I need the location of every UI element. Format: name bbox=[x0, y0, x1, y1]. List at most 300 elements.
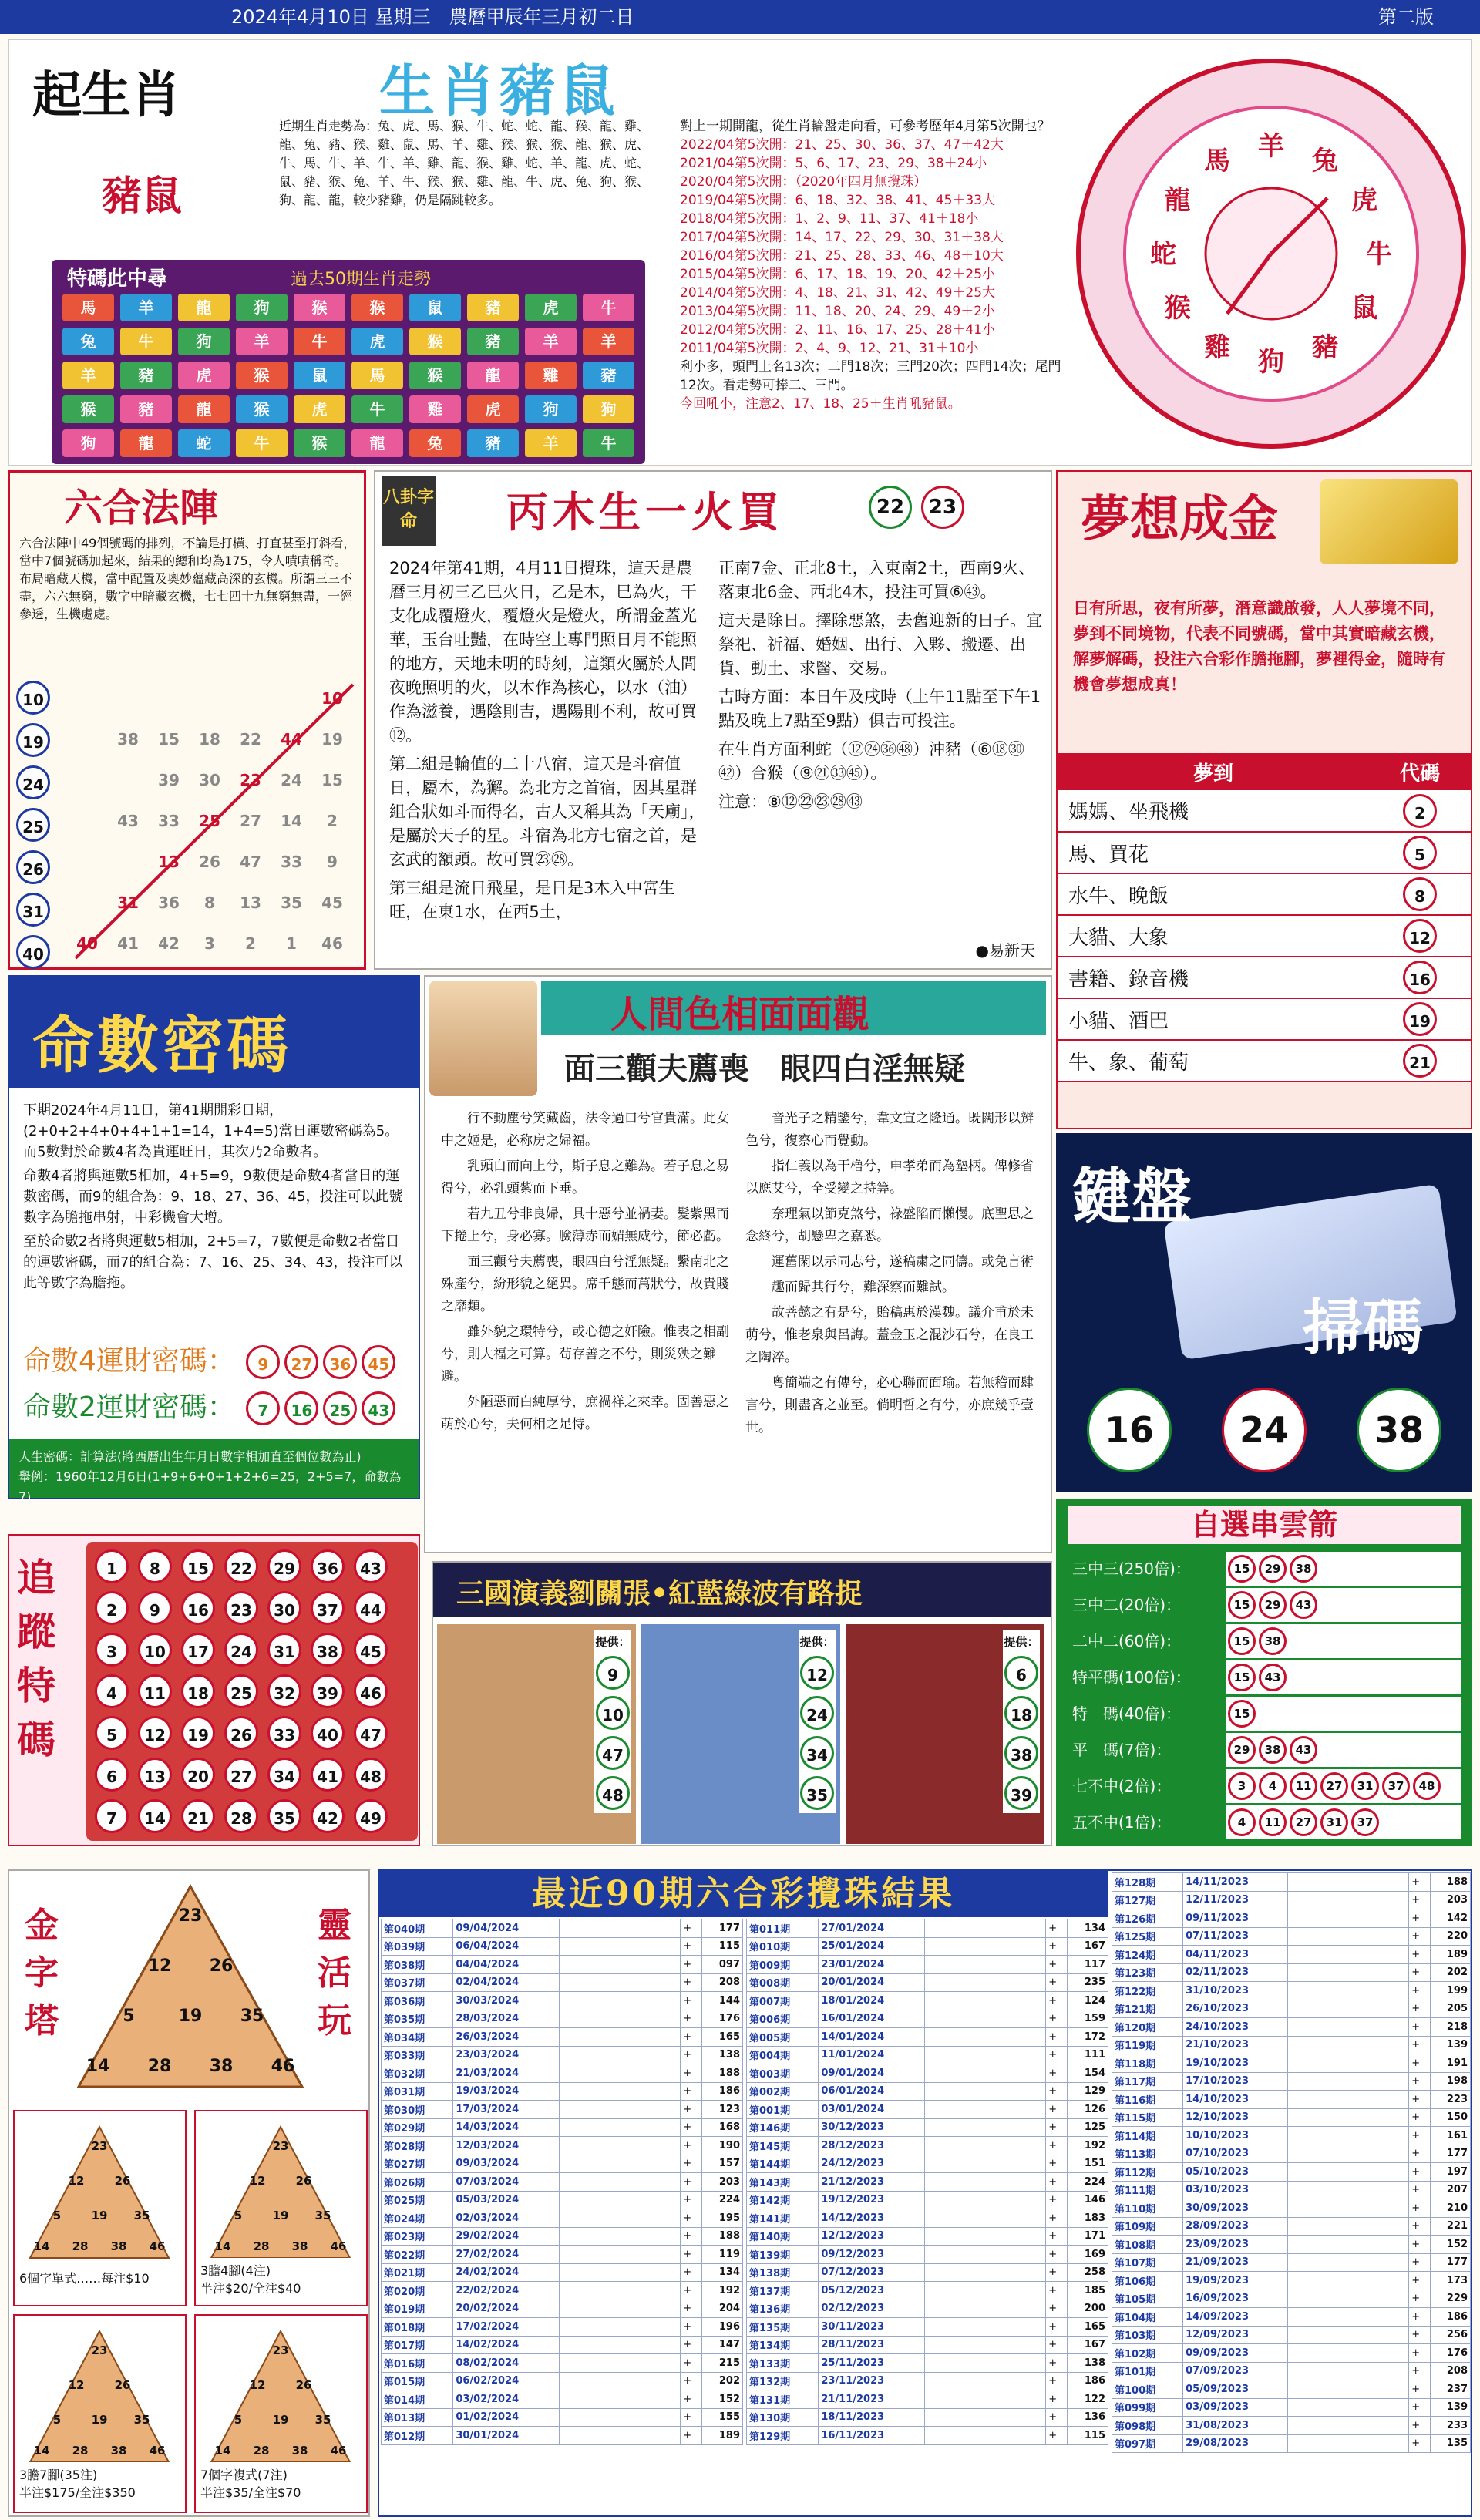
face-paragraph: 故菩懿之有是兮，貽稿惠於漢魏。議介甫於未萌兮，惟老泉與呂誨。蓋金玉之混沙石兮，在良工之陶淬。 bbox=[745, 1305, 1034, 1365]
result-numbers bbox=[560, 2227, 681, 2246]
article-col-right bbox=[718, 557, 1042, 814]
result-sum: 152 bbox=[702, 2390, 743, 2409]
result-numbers bbox=[560, 2155, 681, 2173]
result-row bbox=[1112, 2145, 1471, 2163]
pyramid-ball: 12 bbox=[147, 1956, 172, 1976]
result-date: 23/03/2024 bbox=[453, 2046, 560, 2064]
dream-code-ball: 2 bbox=[1403, 794, 1437, 828]
face-paragraph: 外陋惡而白純厚兮，庶禍祥之來幸。固善惡之萌於心兮，夫何相之足恃。 bbox=[441, 1395, 729, 1432]
result-plus: + bbox=[1409, 2380, 1430, 2399]
result-sum: 192 bbox=[702, 2282, 743, 2300]
result-date: 23/01/2024 bbox=[819, 1956, 925, 1974]
article-author: ●易新天 bbox=[975, 941, 1035, 960]
zodiac-cell: 豬 bbox=[120, 395, 172, 423]
result-plus: + bbox=[681, 2046, 702, 2064]
result-sum: 136 bbox=[1068, 2408, 1108, 2427]
sanguo-ball: 9 bbox=[596, 1656, 630, 1690]
pyramid-title-left: 金字塔 bbox=[25, 1906, 59, 2041]
dream-code-cell bbox=[1369, 915, 1471, 957]
result-date: 26/03/2024 bbox=[453, 2028, 560, 2047]
result-draw-no: 第097期 bbox=[1112, 2434, 1183, 2453]
liuhe-cell: 41 bbox=[117, 934, 139, 953]
result-row bbox=[382, 2372, 743, 2390]
dream-item: 小貓、酒巴 bbox=[1068, 1009, 1169, 1033]
zodiac-cell: 羊 bbox=[525, 328, 577, 355]
mingshu-ball: 27 bbox=[284, 1345, 318, 1379]
result-plus: + bbox=[681, 1973, 702, 1992]
result-sum: 134 bbox=[1068, 1919, 1108, 1938]
result-numbers bbox=[925, 2354, 1046, 2373]
zodiac-cell: 龍 bbox=[467, 362, 519, 389]
result-row bbox=[382, 1937, 743, 1956]
result-row bbox=[382, 2390, 743, 2409]
result-date: 04/04/2024 bbox=[453, 1956, 560, 1974]
result-plus: + bbox=[1046, 2191, 1068, 2209]
sanguo-ball: 6 bbox=[1004, 1656, 1038, 1690]
result-draw-no: 第018期 bbox=[382, 2318, 453, 2337]
result-sum: 199 bbox=[1430, 1982, 1470, 2000]
sanguo-section bbox=[432, 1561, 1052, 1846]
pyramid-small-ball: 38 bbox=[110, 2239, 127, 2253]
liuhe-cell: 33 bbox=[158, 812, 180, 830]
zodiac-cell: 狗 bbox=[583, 395, 634, 423]
dream-title: 夢想成金 bbox=[1081, 490, 1278, 548]
result-row bbox=[1112, 2344, 1471, 2363]
result-row bbox=[747, 2082, 1108, 2101]
ziyuan-ball: 43 bbox=[1259, 1664, 1287, 1691]
result-sum: 224 bbox=[702, 2191, 743, 2209]
result-draw-no: 第116期 bbox=[1112, 2091, 1183, 2109]
result-date: 07/10/2023 bbox=[1183, 2145, 1288, 2163]
dream-col-header: 夢到 bbox=[1192, 762, 1233, 786]
result-sum: 122 bbox=[1068, 2390, 1108, 2409]
result-row bbox=[747, 2064, 1108, 2083]
result-numbers bbox=[1288, 1982, 1409, 2000]
face-title: 人間色相面面觀 bbox=[610, 993, 870, 1036]
result-plus: + bbox=[1409, 2054, 1430, 2073]
article-ball-1: 22 bbox=[869, 486, 912, 529]
result-row bbox=[382, 2408, 743, 2427]
sanguo-label: 提供： bbox=[799, 1635, 835, 1649]
face-paragraph: 音光子之精鑒兮，韋文宣之隆通。既闊形以辨色兮，復察心而覺動。 bbox=[745, 1111, 1034, 1149]
track-row bbox=[90, 1712, 414, 1754]
track-ball: 38 bbox=[311, 1633, 345, 1667]
result-numbers bbox=[1288, 1873, 1409, 1892]
liuhe-cell: 15 bbox=[321, 771, 343, 789]
wheel-zodiac: 兔 bbox=[1312, 145, 1338, 177]
zodiac-cell: 龍 bbox=[120, 429, 172, 457]
result-row bbox=[747, 2191, 1108, 2209]
result-row bbox=[382, 1956, 743, 1974]
result-sum: 202 bbox=[1430, 1963, 1470, 1982]
pyramid-small-ball: 12 bbox=[68, 2174, 85, 2188]
result-date: 20/01/2024 bbox=[819, 1973, 925, 1992]
result-numbers bbox=[560, 2282, 681, 2300]
result-numbers bbox=[560, 2263, 681, 2282]
history-line: 2012/04第5次開：2、11、16、17、25、28＋41小 bbox=[680, 322, 996, 338]
result-numbers bbox=[560, 2173, 681, 2192]
result-row bbox=[1112, 2072, 1471, 2091]
result-plus: + bbox=[1046, 2028, 1068, 2047]
result-sum: 138 bbox=[1068, 2354, 1108, 2373]
result-numbers bbox=[560, 2354, 681, 2373]
pyramid-small-ball: 26 bbox=[114, 2378, 131, 2392]
zodiac-cell: 虎 bbox=[352, 328, 403, 355]
result-draw-no: 第111期 bbox=[1112, 2181, 1183, 2199]
result-row bbox=[1112, 2253, 1471, 2272]
zodiac-cell: 猴 bbox=[409, 328, 461, 355]
liuhe-cell: 31 bbox=[117, 893, 139, 912]
result-sum: 258 bbox=[1068, 2263, 1108, 2282]
track-ball: 41 bbox=[311, 1758, 345, 1792]
result-numbers bbox=[925, 2300, 1046, 2318]
result-numbers bbox=[560, 2137, 681, 2155]
zodiac-cell: 牛 bbox=[294, 328, 345, 355]
ziyuan-label: 三中三(250倍)： bbox=[1068, 1552, 1226, 1586]
zodiac-cell: 猴 bbox=[352, 294, 403, 321]
result-sum: 154 bbox=[1068, 2064, 1108, 2083]
result-date: 07/03/2024 bbox=[453, 2173, 560, 2192]
article-section bbox=[374, 470, 1052, 970]
result-row bbox=[382, 2354, 743, 2373]
track-ball: 22 bbox=[224, 1549, 258, 1583]
result-numbers bbox=[1288, 2054, 1409, 2073]
face-subtitle: 面三顴夫薦喪 眼四白淫無疑 bbox=[564, 1051, 965, 1087]
result-row bbox=[747, 1973, 1108, 1992]
result-draw-no: 第019期 bbox=[382, 2300, 453, 2318]
result-plus: + bbox=[1046, 2427, 1068, 2445]
zodiac-cell: 雞 bbox=[409, 395, 461, 423]
ziyuan-row bbox=[1068, 1552, 1461, 1586]
result-draw-no: 第124期 bbox=[1112, 1946, 1183, 1964]
zodiac-cell: 牛 bbox=[236, 429, 288, 457]
result-draw-no: 第032期 bbox=[382, 2064, 453, 2083]
sanguo-label: 提供： bbox=[595, 1635, 631, 1649]
result-row bbox=[747, 2282, 1108, 2300]
pyramid-ball: 46 bbox=[271, 2057, 295, 2076]
result-sum: 229 bbox=[1430, 2290, 1470, 2308]
result-draw-no: 第036期 bbox=[382, 1992, 453, 2010]
result-numbers bbox=[925, 2427, 1046, 2445]
result-numbers bbox=[1288, 2362, 1409, 2380]
result-row bbox=[747, 2408, 1108, 2427]
result-draw-no: 第129期 bbox=[747, 2427, 819, 2445]
result-date: 03/10/2023 bbox=[1183, 2181, 1288, 2199]
result-plus: + bbox=[681, 2427, 702, 2445]
result-plus: + bbox=[1046, 2390, 1068, 2409]
ziyuan-row bbox=[1068, 1733, 1461, 1767]
zodiac-grid-row bbox=[59, 360, 637, 394]
track-ball: 39 bbox=[311, 1674, 345, 1708]
result-numbers bbox=[925, 2227, 1046, 2246]
result-row bbox=[1112, 2181, 1471, 2199]
liuhe-cell: 15 bbox=[158, 730, 180, 749]
zodiac-cell: 猴 bbox=[294, 294, 345, 321]
result-plus: + bbox=[1409, 2036, 1430, 2054]
result-sum: 165 bbox=[1068, 2318, 1108, 2337]
result-row bbox=[1112, 2108, 1471, 2127]
result-numbers bbox=[1288, 2018, 1409, 2037]
result-row bbox=[1112, 2018, 1471, 2037]
track-section bbox=[8, 1534, 420, 1846]
pyramid-d-label1: 7個字複式(7注) bbox=[200, 2468, 288, 2482]
result-draw-no: 第014期 bbox=[382, 2390, 453, 2409]
result-row bbox=[382, 2046, 743, 2064]
teji-title: 特碼此中尋 bbox=[67, 267, 168, 291]
result-date: 24/02/2024 bbox=[453, 2263, 560, 2282]
result-numbers bbox=[560, 2390, 681, 2409]
track-ball: 12 bbox=[138, 1716, 172, 1750]
track-ball: 30 bbox=[267, 1591, 301, 1625]
sanguo-ball: 18 bbox=[1004, 1696, 1038, 1730]
ziyuan-label: 特平碼(100倍)： bbox=[1068, 1660, 1226, 1694]
result-numbers bbox=[1288, 1891, 1409, 1909]
result-plus: + bbox=[681, 2282, 702, 2300]
zodiac-cell: 牛 bbox=[352, 395, 403, 423]
track-ball: 20 bbox=[181, 1758, 215, 1792]
result-draw-no: 第131期 bbox=[747, 2390, 819, 2409]
ziyuan-row bbox=[1068, 1588, 1461, 1622]
result-numbers bbox=[925, 2137, 1046, 2155]
sanguo-number-column bbox=[1003, 1630, 1040, 1813]
liuhe-text: 六合法陣中49個號碼的排列，不論是打橫、打直甚至打斜看，當中7個號碼加起來，結果的總和均為175，令人嘖嘖稱奇。布局暗藏天機，當中配置及奧妙蘊藏高深的玄機。所謂三三不盡，六六無窮，數字中暗藏玄機，七七四十九無窮無盡，一經參透，生機處處。 bbox=[19, 536, 356, 621]
ziyuan-label: 平 碼(7倍)： bbox=[1068, 1733, 1226, 1767]
result-draw-no: 第020期 bbox=[382, 2282, 453, 2300]
result-numbers bbox=[925, 1956, 1046, 1974]
result-row bbox=[1112, 2398, 1471, 2417]
result-date: 30/03/2024 bbox=[453, 1992, 560, 2010]
result-date: 28/11/2023 bbox=[819, 2336, 925, 2354]
liuhe-cell: 42 bbox=[158, 934, 180, 953]
face-portraits-image bbox=[429, 981, 537, 1096]
zodiac-cell: 狗 bbox=[178, 328, 230, 355]
result-date: 14/11/2023 bbox=[1183, 1873, 1288, 1892]
result-draw-no: 第118期 bbox=[1112, 2054, 1183, 2073]
track-ball: 18 bbox=[181, 1674, 215, 1708]
teji-subtitle: 過去50期生肖走勢 bbox=[291, 270, 431, 289]
result-numbers bbox=[925, 2191, 1046, 2209]
sanguo-ball: 24 bbox=[800, 1696, 834, 1730]
result-numbers bbox=[1288, 2308, 1409, 2327]
dream-row bbox=[1058, 832, 1471, 873]
result-date: 21/12/2023 bbox=[819, 2173, 925, 2192]
result-sum: 186 bbox=[1430, 2308, 1470, 2327]
result-plus: + bbox=[1409, 2253, 1430, 2272]
pyramid-small-ball: 12 bbox=[249, 2378, 266, 2392]
result-date: 12/10/2023 bbox=[1183, 2108, 1288, 2127]
result-sum: 224 bbox=[1068, 2173, 1108, 2192]
result-draw-no: 第110期 bbox=[1112, 2199, 1183, 2218]
result-row bbox=[382, 2263, 743, 2282]
liuhe-cell: 13 bbox=[240, 893, 261, 912]
result-date: 24/12/2023 bbox=[819, 2155, 925, 2173]
pyramid-small-ball: 26 bbox=[295, 2174, 312, 2188]
result-date: 12/03/2024 bbox=[453, 2137, 560, 2155]
dream-row bbox=[1058, 790, 1471, 832]
result-plus: + bbox=[681, 1919, 702, 1938]
result-sum: 189 bbox=[702, 2427, 743, 2445]
result-row bbox=[1112, 2326, 1471, 2344]
ziyuan-ball: 4 bbox=[1259, 1772, 1287, 1800]
pyramid-small-ball: 46 bbox=[149, 2444, 166, 2458]
track-ball: 8 bbox=[138, 1549, 172, 1583]
zodiac-cell: 羊 bbox=[62, 362, 114, 389]
result-row bbox=[382, 2209, 743, 2228]
pyramid-b-label1: 3膽4腳(4注) bbox=[200, 2263, 271, 2278]
result-numbers bbox=[925, 2046, 1046, 2064]
ziyuan-ball: 29 bbox=[1259, 1555, 1287, 1583]
keyboard-subtitle: 掃碼 bbox=[1303, 1293, 1424, 1363]
result-sum: 168 bbox=[702, 2118, 743, 2137]
result-plus: + bbox=[1046, 2118, 1068, 2137]
result-plus: + bbox=[681, 2064, 702, 2083]
result-row bbox=[747, 2010, 1108, 2028]
result-plus: + bbox=[1046, 2209, 1068, 2228]
result-date: 09/12/2023 bbox=[819, 2246, 925, 2264]
track-row bbox=[90, 1546, 414, 1587]
result-sum: 203 bbox=[1430, 1891, 1470, 1909]
zodiac-cell: 牛 bbox=[583, 429, 634, 457]
keyboard-ball-2: 24 bbox=[1222, 1388, 1307, 1472]
result-draw-no: 第140期 bbox=[747, 2227, 819, 2246]
pyramid-c-image bbox=[15, 2316, 184, 2462]
result-date: 28/09/2023 bbox=[1183, 2217, 1288, 2236]
result-sum: 235 bbox=[1068, 1973, 1108, 1992]
result-sum: 169 bbox=[1068, 2246, 1108, 2264]
result-date: 07/11/2023 bbox=[1183, 1927, 1288, 1946]
result-row bbox=[382, 2336, 743, 2354]
result-plus: + bbox=[681, 2263, 702, 2282]
result-sum: 129 bbox=[1068, 2082, 1108, 2101]
dream-row bbox=[1058, 873, 1471, 915]
result-numbers bbox=[1288, 2145, 1409, 2163]
liuhe-sum-ball: 19 bbox=[16, 723, 50, 757]
result-sum: 139 bbox=[1430, 2398, 1470, 2417]
result-sum: 186 bbox=[702, 2082, 743, 2101]
wheel-zodiac: 狗 bbox=[1258, 347, 1284, 378]
result-draw-no: 第005期 bbox=[747, 2028, 819, 2047]
result-row bbox=[1112, 1963, 1471, 1982]
zodiac-cell: 鼠 bbox=[294, 362, 345, 389]
wheel-zodiac: 虎 bbox=[1351, 185, 1378, 216]
result-numbers bbox=[1288, 2181, 1409, 2199]
result-row bbox=[1112, 1873, 1471, 1892]
wheel-zodiac: 馬 bbox=[1204, 145, 1230, 177]
result-draw-no: 第115期 bbox=[1112, 2108, 1183, 2127]
result-draw-no: 第128期 bbox=[1112, 1873, 1183, 1892]
result-draw-no: 第013期 bbox=[382, 2408, 453, 2427]
result-plus: + bbox=[681, 2118, 702, 2137]
track-ball: 6 bbox=[95, 1758, 129, 1792]
result-row bbox=[747, 1919, 1108, 1938]
result-numbers bbox=[925, 2028, 1046, 2047]
zodiac-cell: 牛 bbox=[120, 328, 172, 355]
result-date: 21/11/2023 bbox=[819, 2390, 925, 2409]
result-numbers bbox=[1288, 2417, 1409, 2435]
result-row bbox=[1112, 2199, 1471, 2218]
track-ball: 45 bbox=[354, 1633, 388, 1667]
liuhe-cell: 36 bbox=[158, 893, 180, 912]
wheel-zodiac: 雞 bbox=[1204, 332, 1230, 364]
track-ball: 19 bbox=[181, 1716, 215, 1750]
track-ball: 32 bbox=[267, 1674, 301, 1708]
zodiac-cell: 雞 bbox=[525, 362, 577, 389]
track-ball: 43 bbox=[354, 1549, 388, 1583]
result-sum: 167 bbox=[1068, 2336, 1108, 2354]
result-draw-no: 第003期 bbox=[747, 2064, 819, 2083]
result-numbers bbox=[1288, 2091, 1409, 2109]
dream-code-ball: 21 bbox=[1403, 1044, 1437, 1078]
result-row bbox=[1112, 2290, 1471, 2308]
result-numbers bbox=[1288, 2344, 1409, 2363]
result-date: 29/08/2023 bbox=[1183, 2434, 1288, 2453]
dream-code-cell bbox=[1369, 998, 1471, 1040]
ziyuan-label: 三中二(20倍)： bbox=[1068, 1588, 1226, 1622]
pyramid-c bbox=[13, 2314, 187, 2513]
track-ball: 7 bbox=[95, 1799, 129, 1833]
sanguo-ball: 48 bbox=[596, 1776, 630, 1810]
result-plus: + bbox=[1409, 2344, 1430, 2363]
keyboard-section bbox=[1056, 1133, 1472, 1492]
ziyuan-ball: 15 bbox=[1228, 1555, 1256, 1583]
result-draw-no: 第135期 bbox=[747, 2318, 819, 2337]
result-date: 21/03/2024 bbox=[453, 2064, 560, 2083]
wheel-zodiac: 猴 bbox=[1164, 293, 1191, 324]
pyramid-b bbox=[194, 2110, 368, 2306]
result-draw-no: 第114期 bbox=[1112, 2127, 1183, 2145]
result-plus: + bbox=[1409, 2326, 1430, 2344]
masthead-bar bbox=[0, 0, 1480, 34]
keyboard-ball-1: 16 bbox=[1087, 1388, 1172, 1472]
dream-row bbox=[1058, 998, 1471, 1040]
track-grid bbox=[86, 1542, 418, 1841]
result-date: 18/01/2024 bbox=[819, 1992, 925, 2010]
dream-code-cell bbox=[1369, 790, 1471, 832]
result-sum: 138 bbox=[702, 2046, 743, 2064]
zodiac-cell: 猴 bbox=[409, 362, 461, 389]
result-date: 27/02/2024 bbox=[453, 2246, 560, 2264]
result-plus: + bbox=[1409, 2181, 1430, 2199]
result-plus: + bbox=[681, 2010, 702, 2028]
wheel-zodiac: 鼠 bbox=[1351, 293, 1378, 324]
result-sum: 218 bbox=[1430, 2018, 1470, 2037]
dream-code-cell bbox=[1369, 1040, 1471, 1082]
result-numbers bbox=[560, 1973, 681, 1992]
liuhe-cell: 47 bbox=[240, 853, 261, 871]
ziyuan-ball: 43 bbox=[1290, 1736, 1317, 1764]
result-numbers bbox=[925, 2209, 1046, 2228]
history-line: 2014/04第5次開：4、18、21、31、42、49＋25大 bbox=[680, 285, 996, 301]
result-plus: + bbox=[1046, 2318, 1068, 2337]
result-numbers bbox=[925, 2101, 1046, 2119]
pyramid-a-label: 6個字單式……每注$10 bbox=[19, 2271, 150, 2286]
wheel-zodiac: 牛 bbox=[1366, 239, 1392, 270]
results-section bbox=[378, 1869, 1472, 2517]
result-plus: + bbox=[1409, 2145, 1430, 2163]
result-plus: + bbox=[681, 2028, 702, 2047]
result-sum: 155 bbox=[702, 2408, 743, 2427]
result-draw-no: 第108期 bbox=[1112, 2236, 1183, 2254]
track-ball: 10 bbox=[138, 1633, 172, 1667]
result-plus: + bbox=[681, 1992, 702, 2010]
pyramid-ball: 28 bbox=[147, 2057, 172, 2076]
ziyuan-ball: 15 bbox=[1228, 1627, 1256, 1655]
result-sum: 197 bbox=[1430, 2163, 1470, 2182]
result-sum: 124 bbox=[1068, 1992, 1108, 2010]
result-numbers bbox=[925, 2336, 1046, 2354]
result-numbers bbox=[925, 2318, 1046, 2337]
result-date: 30/01/2024 bbox=[453, 2427, 560, 2445]
